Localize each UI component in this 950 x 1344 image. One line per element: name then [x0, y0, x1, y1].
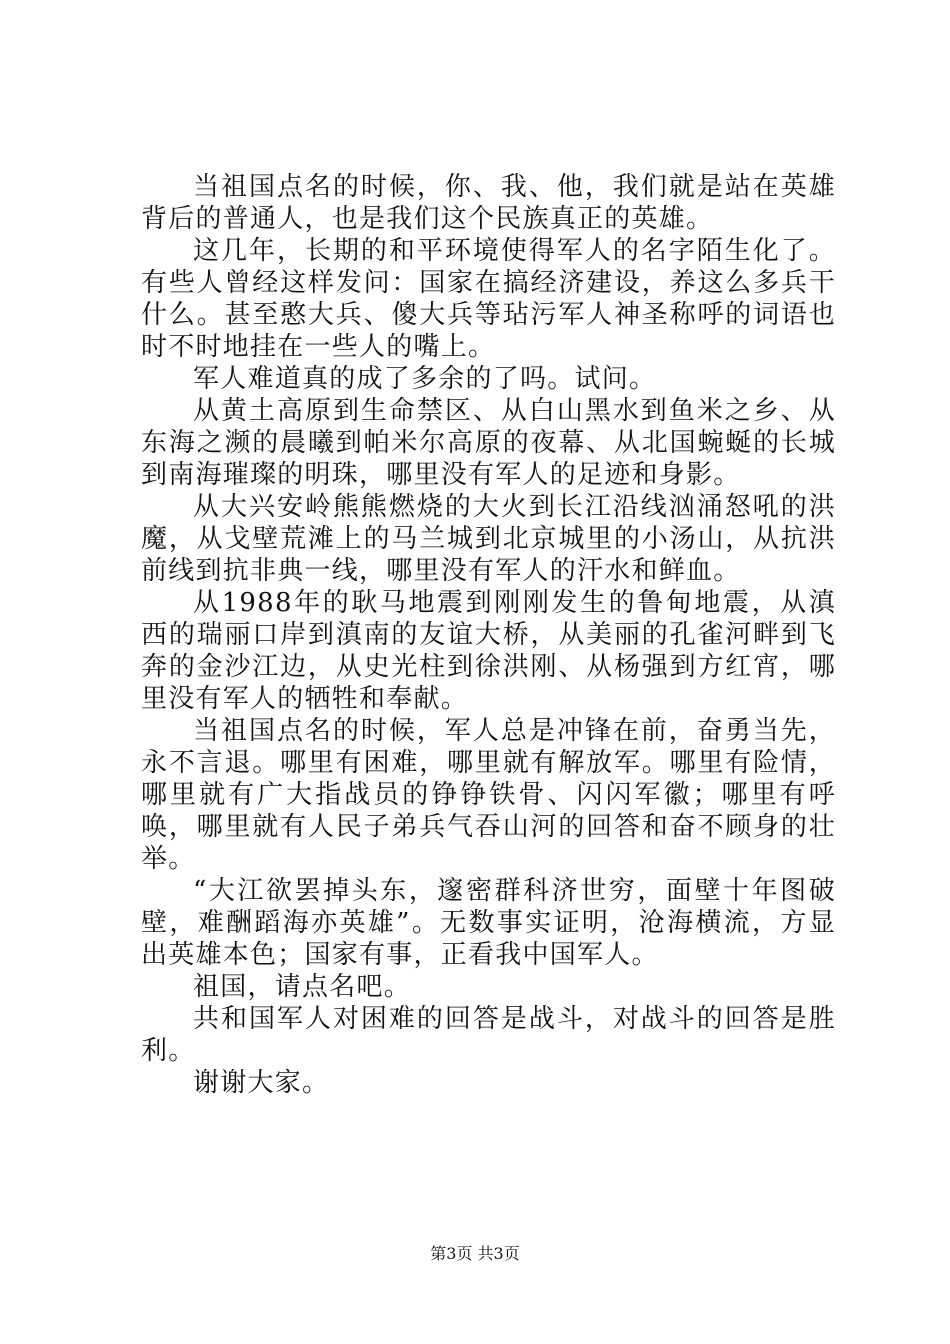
paragraph: 这几年，长期的和平环境使得军人的名字陌生化了。有些人曾经这样发问：国家在搞经济建设，养这么多兵干什么。甚至憨大兵、傻大兵等玷污军人神圣称呼的词语也时不时地挂在一些人的嘴上。: [141, 236, 836, 362]
paragraph: 祖国，请点名吧。: [193, 972, 412, 1002]
paragraph: 军人难道真的成了多余的了吗。试问。: [193, 364, 657, 394]
paragraph: 当祖国点名的时候，你、我、他，我们就是站在英雄背后的普通人，也是我们这个民族真正的英雄。: [141, 172, 836, 234]
document-body: [141, 171, 836, 1099]
paragraph: 当祖国点名的时候，军人总是冲锋在前，奋勇当先，永不言退。哪里有困难，哪里就有解放军。哪里有险情，哪里就有广大指战员的铮铮铁骨、闪闪军徽；哪里有呼唤，哪里就有人民子弟兵气吞山河的回答和奋不顾身的壮举。: [141, 716, 836, 874]
paragraph: 从大兴安岭熊熊燃烧的大火到长江沿线汹涌怒吼的洪魔，从戈壁荒滩上的马兰城到北京城里的小汤山，从抗洪前线到抗非典一线，哪里没有军人的汗水和鲜血。: [141, 492, 836, 586]
paragraph: 共和国军人对困难的回答是战斗，对战斗的回答是胜利。: [141, 1004, 836, 1066]
paragraph: “大江欲罢掉头东，邃密群科济世穷，面壁十年图破壁，难酬蹈海亦英雄”。无数事实证明，沧海横流，方显出英雄本色；国家有事，正看我中国军人。: [141, 876, 836, 970]
paragraph: 从黄土高原到生命禁区、从白山黑水到鱼米之乡、从东海之濒的晨曦到帕米尔高原的夜幕、从北国蜿蜒的长城到南海璀璨的明珠，哪里没有军人的足迹和身影。: [141, 396, 836, 490]
paragraph: 从1988年的耿马地震到刚刚发生的鲁甸地震，从滇西的瑞丽口岸到滇南的友谊大桥，从美丽的孔雀河畔到飞奔的金沙江边，从史光柱到徐洪刚、从杨强到方红宵，哪里没有军人的牺牲和奉献。: [141, 588, 836, 714]
page-footer: 第3页 共3页: [430, 1244, 520, 1263]
paragraph: 谢谢大家。: [193, 1068, 330, 1098]
